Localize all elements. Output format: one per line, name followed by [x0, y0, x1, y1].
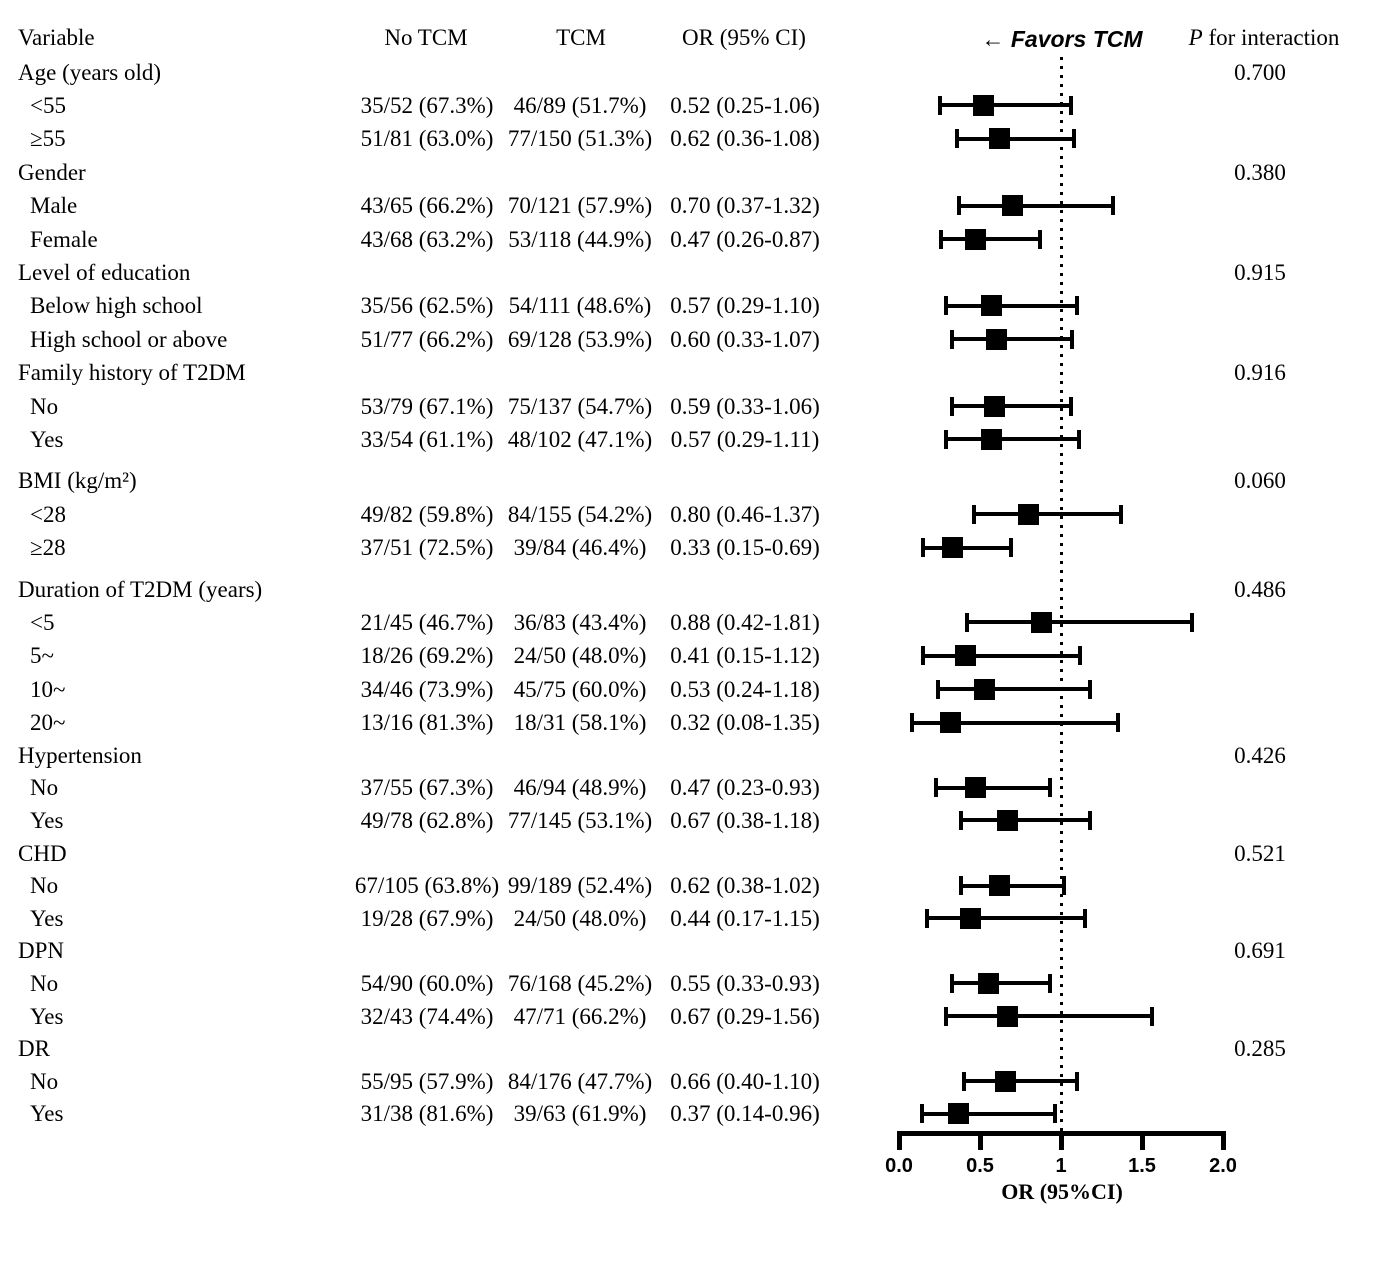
no-tcm-value: 34/46 (73.9%)	[360, 676, 494, 702]
no-tcm-value: 32/43 (74.4%)	[360, 1003, 494, 1029]
tcm-value: 84/155 (54.2%)	[507, 501, 653, 527]
no-tcm-value: 35/52 (67.3%)	[360, 92, 494, 118]
ci-line	[923, 546, 1010, 550]
no-tcm-value: 35/56 (62.5%)	[360, 293, 494, 319]
or-marker	[984, 396, 1005, 417]
ci-line	[946, 1014, 1152, 1018]
tcm-value: 36/83 (43.4%)	[513, 609, 647, 635]
or-ci-value: 0.41 (0.15-1.12)	[670, 643, 820, 669]
ci-line	[938, 687, 1090, 691]
tcm-value: 77/145 (53.1%)	[507, 807, 653, 833]
ci-cap-left	[957, 196, 961, 215]
group-label: Family history of T2DM	[18, 360, 246, 386]
p-value: 0.916	[1234, 360, 1286, 386]
ci-cap-right	[1075, 1072, 1079, 1091]
or-marker	[1031, 612, 1052, 633]
no-tcm-value: 43/68 (63.2%)	[360, 226, 494, 252]
ci-line	[974, 512, 1121, 516]
ci-line	[941, 237, 1040, 241]
tcm-value: 46/89 (51.7%)	[513, 92, 647, 118]
tcm-value: 76/168 (45.2%)	[507, 970, 653, 996]
group-label: DPN	[18, 938, 65, 964]
or-ci-value: 0.47 (0.26-0.87)	[670, 226, 820, 252]
ci-cap-left	[944, 1007, 948, 1026]
row-label: No	[30, 970, 59, 996]
row-label: ≥55	[30, 126, 66, 152]
no-tcm-value: 37/51 (72.5%)	[360, 535, 494, 561]
or-marker	[973, 95, 994, 116]
or-ci-value: 0.60 (0.33-1.07)	[670, 326, 820, 352]
ci-line	[957, 137, 1074, 141]
row-label: <28	[30, 501, 66, 527]
ci-line	[959, 204, 1113, 208]
or-marker	[989, 128, 1010, 149]
row-label: 5~	[30, 643, 54, 669]
variable-header: Variable	[18, 25, 95, 50]
p-value: 0.700	[1234, 59, 1286, 85]
x-axis-title: OR (95%CI)	[1001, 1179, 1123, 1204]
or-ci-value: 0.53 (0.24-1.18)	[670, 676, 820, 702]
x-axis-tick-label: 1.5	[1128, 1155, 1156, 1177]
reference-line	[1060, 57, 1063, 1131]
ci-cap-right	[1088, 811, 1092, 830]
ci-cap-left	[972, 505, 976, 524]
no-tcm-value: 33/54 (61.1%)	[360, 426, 494, 452]
ci-cap-right	[1048, 974, 1052, 993]
group-label: Level of education	[18, 259, 191, 285]
ci-cap-left	[950, 974, 954, 993]
ci-cap-right	[1111, 196, 1115, 215]
tcm-value: 69/128 (53.9%)	[507, 326, 653, 352]
ci-cap-right	[1150, 1007, 1154, 1026]
ci-line	[922, 1112, 1055, 1116]
or-marker	[989, 875, 1010, 896]
tcm-value: 53/118 (44.9%)	[508, 226, 652, 252]
or-marker	[965, 229, 986, 250]
tcm-value: 46/94 (48.9%)	[513, 775, 647, 801]
tcm-value: 39/84 (46.4%)	[513, 535, 647, 561]
tcm-value: 54/111 (48.6%)	[508, 293, 652, 319]
ci-cap-right	[1048, 778, 1052, 797]
row-label: No	[30, 775, 59, 801]
no-tcm-header: No TCM	[384, 25, 468, 50]
or-ci-header: OR (95% CI)	[682, 25, 806, 50]
favors-tcm-label: ← Favors TCM	[981, 26, 1143, 52]
ci-line	[964, 1079, 1077, 1083]
ci-cap-left	[934, 778, 938, 797]
or-marker	[965, 777, 986, 798]
or-ci-value: 0.67 (0.29-1.56)	[670, 1003, 820, 1029]
no-tcm-value: 49/82 (59.8%)	[360, 501, 494, 527]
x-axis-tick	[897, 1131, 902, 1150]
no-tcm-value: 54/90 (60.0%)	[360, 970, 494, 996]
or-marker	[1002, 195, 1023, 216]
ci-cap-left	[944, 430, 948, 449]
row-label: Yes	[30, 905, 64, 931]
no-tcm-value: 19/28 (67.9%)	[360, 905, 494, 931]
tcm-value: 48/102 (47.1%)	[507, 426, 653, 452]
ci-cap-right	[1078, 646, 1082, 665]
ci-cap-right	[1077, 430, 1081, 449]
ci-cap-left	[936, 680, 940, 699]
no-tcm-value: 51/81 (63.0%)	[360, 126, 494, 152]
row-label: 20~	[30, 710, 66, 736]
row-label: 10~	[30, 676, 66, 702]
group-label: Hypertension	[18, 742, 142, 768]
x-axis-tick	[1059, 1131, 1064, 1150]
ci-cap-right	[1070, 330, 1074, 349]
ci-line	[952, 981, 1049, 985]
ci-cap-right	[1009, 538, 1013, 557]
row-label: No	[30, 393, 59, 419]
row-label: <5	[30, 609, 55, 635]
tcm-value: 70/121 (57.9%)	[507, 193, 653, 219]
tcm-value: 99/189 (52.4%)	[507, 873, 653, 899]
ci-cap-right	[1088, 680, 1092, 699]
ci-line	[923, 654, 1080, 658]
no-tcm-value: 55/95 (57.9%)	[360, 1068, 494, 1094]
or-marker	[978, 973, 999, 994]
no-tcm-value: 18/26 (69.2%)	[360, 643, 494, 669]
p-value: 0.285	[1234, 1036, 1286, 1062]
row-label: Below high school	[30, 293, 203, 319]
p-value: 0.915	[1234, 259, 1286, 285]
ci-cap-left	[955, 129, 959, 148]
row-label: Yes	[30, 1101, 64, 1127]
ci-line	[946, 304, 1077, 308]
or-marker	[942, 537, 963, 558]
or-marker	[981, 429, 1002, 450]
or-marker	[940, 712, 961, 733]
ci-cap-right	[1069, 397, 1073, 416]
or-ci-value: 0.67 (0.38-1.18)	[670, 807, 820, 833]
ci-cap-right	[1190, 613, 1194, 632]
x-axis-tick	[1140, 1131, 1145, 1150]
group-label: CHD	[18, 840, 67, 866]
row-label: Male	[30, 193, 78, 219]
row-label: No	[30, 1068, 59, 1094]
ci-cap-left	[921, 646, 925, 665]
ci-cap-right	[1116, 713, 1120, 732]
or-marker	[997, 810, 1018, 831]
row-label: No	[30, 873, 59, 899]
ci-line	[936, 786, 1049, 790]
tcm-value: 39/63 (61.9%)	[513, 1101, 647, 1127]
tcm-value: 24/50 (48.0%)	[513, 643, 647, 669]
row-label: <55	[30, 92, 66, 118]
or-ci-value: 0.32 (0.08-1.35)	[670, 710, 820, 736]
ci-cap-left	[910, 713, 914, 732]
or-marker	[948, 1103, 969, 1124]
ci-cap-left	[921, 538, 925, 557]
ci-cap-left	[938, 96, 942, 115]
ci-cap-left	[944, 296, 948, 315]
row-label: ≥28	[30, 535, 66, 561]
group-label: Gender	[18, 159, 86, 185]
or-ci-value: 0.52 (0.25-1.06)	[670, 92, 820, 118]
tcm-value: 75/137 (54.7%)	[507, 393, 653, 419]
or-ci-value: 0.47 (0.23-0.93)	[670, 775, 820, 801]
ci-cap-right	[1069, 96, 1073, 115]
tcm-value: 77/150 (51.3%)	[507, 126, 653, 152]
ci-cap-right	[1062, 876, 1066, 895]
p-value: 0.486	[1234, 576, 1286, 602]
ci-cap-right	[1119, 505, 1123, 524]
row-label: Yes	[30, 807, 64, 833]
ci-cap-left	[920, 1104, 924, 1123]
p-header-rest: for interaction	[1202, 25, 1340, 50]
ci-cap-left	[925, 909, 929, 928]
ci-line	[952, 337, 1072, 341]
p-value: 0.426	[1234, 742, 1286, 768]
ci-cap-right	[1072, 129, 1076, 148]
no-tcm-value: 51/77 (66.2%)	[360, 326, 494, 352]
tcm-value: 84/176 (47.7%)	[507, 1068, 653, 1094]
tcm-value: 18/31 (58.1%)	[513, 710, 647, 736]
ci-cap-left	[959, 811, 963, 830]
ci-cap-right	[1083, 909, 1087, 928]
ci-line	[961, 884, 1065, 888]
or-ci-value: 0.57 (0.29-1.11)	[670, 426, 820, 452]
tcm-value: 24/50 (48.0%)	[513, 905, 647, 931]
group-label: Age (years old)	[18, 59, 162, 85]
group-label: Duration of T2DM (years)	[18, 576, 263, 602]
ci-line	[952, 404, 1070, 408]
x-axis-tick	[978, 1131, 983, 1150]
or-ci-value: 0.70 (0.37-1.32)	[670, 193, 820, 219]
ci-line	[961, 818, 1091, 822]
x-axis-tick-label: 0.0	[885, 1155, 913, 1177]
ci-line	[927, 916, 1086, 920]
ci-line	[967, 620, 1192, 624]
p-interaction-header	[1189, 23, 1340, 53]
row-label: Yes	[30, 1003, 64, 1029]
p-value: 0.521	[1234, 840, 1286, 866]
x-axis-tick-label: 2.0	[1209, 1155, 1237, 1177]
no-tcm-value: 49/78 (62.8%)	[360, 807, 494, 833]
tcm-value: 45/75 (60.0%)	[513, 676, 647, 702]
or-marker	[981, 295, 1002, 316]
or-ci-value: 0.62 (0.36-1.08)	[670, 126, 820, 152]
or-ci-value: 0.55 (0.33-0.93)	[670, 970, 820, 996]
or-ci-value: 0.37 (0.14-0.96)	[670, 1101, 820, 1127]
ci-cap-left	[959, 876, 963, 895]
no-tcm-value: 43/65 (66.2%)	[360, 193, 494, 219]
no-tcm-value: 37/55 (67.3%)	[360, 775, 494, 801]
ci-cap-left	[939, 230, 943, 249]
or-marker	[995, 1071, 1016, 1092]
ci-cap-right	[1053, 1104, 1057, 1123]
or-ci-value: 0.80 (0.46-1.37)	[670, 501, 820, 527]
row-label: Female	[30, 226, 98, 252]
no-tcm-value: 21/45 (46.7%)	[360, 609, 494, 635]
no-tcm-value: 13/16 (81.3%)	[360, 710, 494, 736]
x-axis-tick-label: 0.5	[966, 1155, 994, 1177]
no-tcm-value: 31/38 (81.6%)	[360, 1101, 494, 1127]
or-marker	[974, 679, 995, 700]
or-marker	[955, 645, 976, 666]
or-ci-value: 0.33 (0.15-0.69)	[670, 535, 820, 561]
ci-line	[946, 437, 1079, 441]
group-label: BMI (kg/m²)	[18, 468, 137, 494]
x-axis-tick	[1221, 1131, 1226, 1150]
p-value: 0.691	[1234, 938, 1286, 964]
or-ci-value: 0.66 (0.40-1.10)	[670, 1068, 820, 1094]
or-marker	[960, 908, 981, 929]
or-ci-value: 0.57 (0.29-1.10)	[670, 293, 820, 319]
or-ci-value: 0.59 (0.33-1.06)	[670, 393, 820, 419]
p-value: 0.060	[1234, 468, 1286, 494]
or-marker	[1018, 504, 1039, 525]
p-symbol: P	[1188, 25, 1203, 50]
or-marker	[986, 329, 1007, 350]
ci-cap-right	[1038, 230, 1042, 249]
or-ci-value: 0.62 (0.38-1.02)	[670, 873, 820, 899]
row-label: High school or above	[30, 326, 228, 352]
p-value: 0.380	[1234, 159, 1286, 185]
no-tcm-value: 67/105 (63.8%)	[354, 873, 500, 899]
row-label: Yes	[30, 426, 64, 452]
ci-cap-left	[965, 613, 969, 632]
or-marker	[997, 1006, 1018, 1027]
ci-cap-right	[1075, 296, 1079, 315]
or-ci-value: 0.88 (0.42-1.81)	[670, 609, 820, 635]
no-tcm-value: 53/79 (67.1%)	[360, 393, 494, 419]
ci-cap-left	[950, 397, 954, 416]
ci-cap-left	[962, 1072, 966, 1091]
ci-cap-left	[950, 330, 954, 349]
x-axis-tick-label: 1	[1055, 1155, 1067, 1177]
or-ci-value: 0.44 (0.17-1.15)	[670, 905, 820, 931]
group-label: DR	[18, 1036, 50, 1062]
tcm-value: 47/71 (66.2%)	[513, 1003, 647, 1029]
ci-line	[940, 103, 1071, 107]
tcm-header: TCM	[556, 25, 606, 50]
